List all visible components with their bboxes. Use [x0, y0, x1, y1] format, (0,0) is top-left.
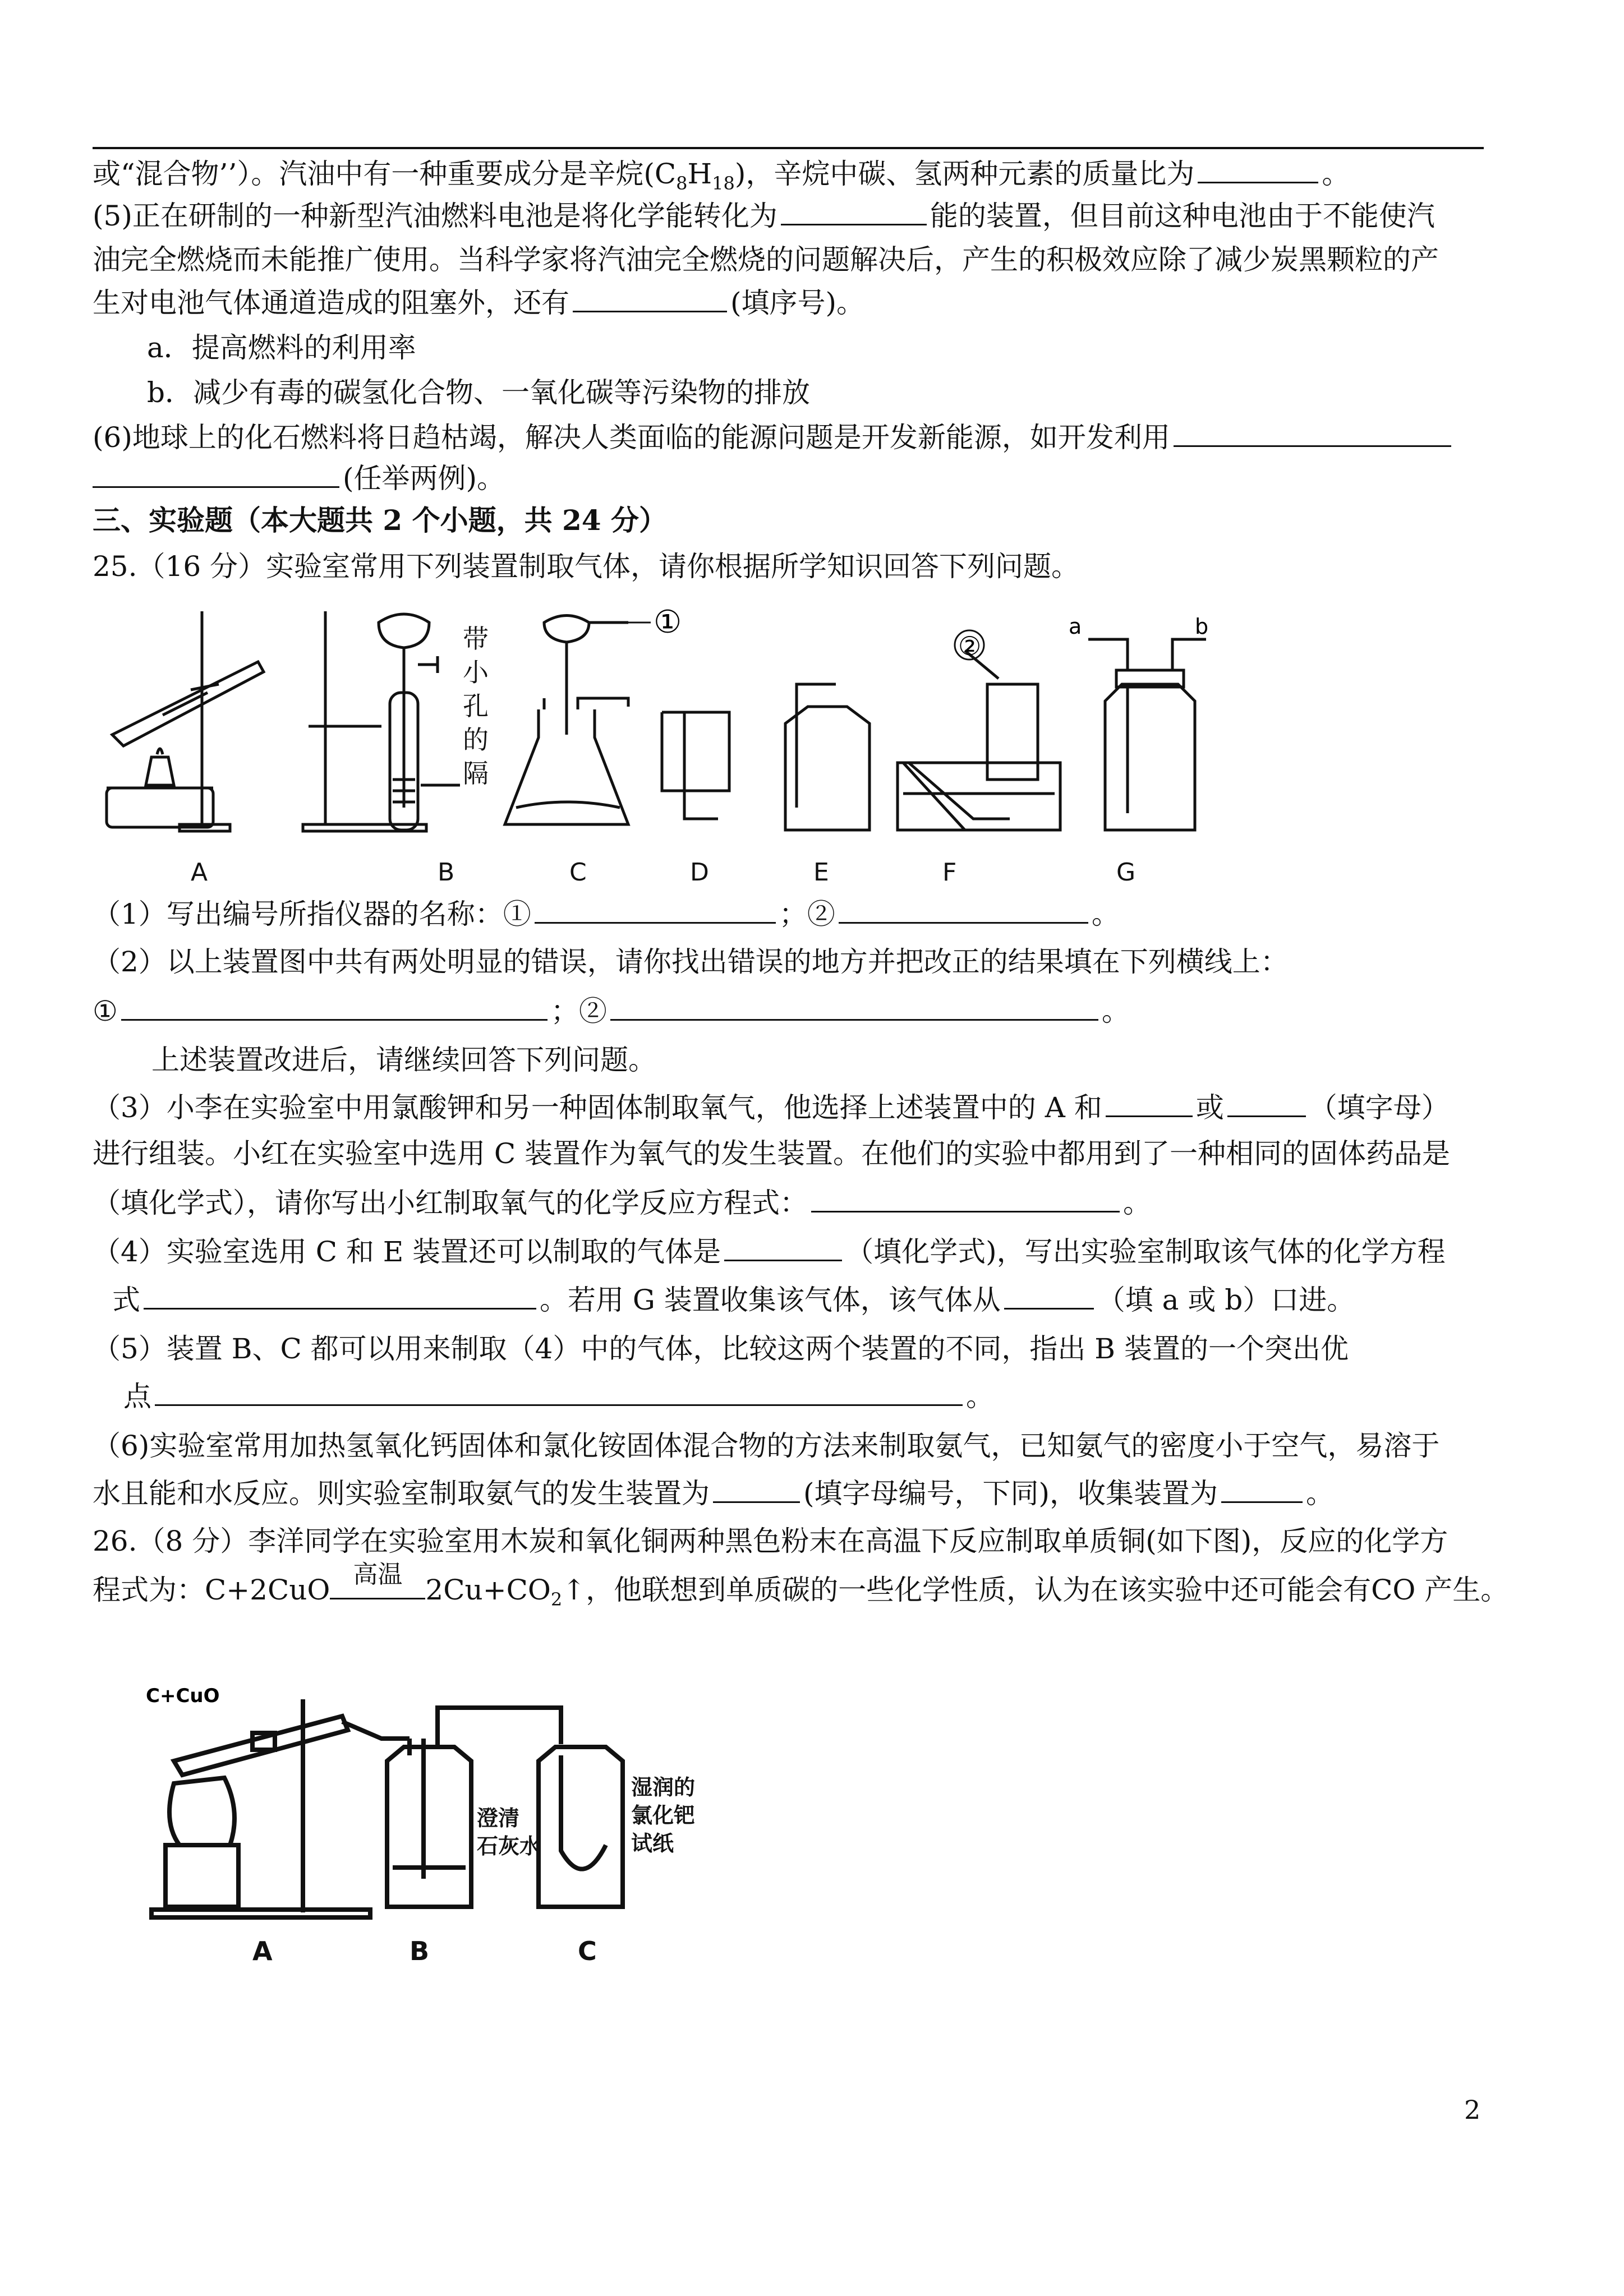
answer-blank[interactable]: [1174, 419, 1451, 447]
question-25-2: （2）以上装置图中共有两处明显的错误，请你找出错误的地方并把改正的结果填在下列横线上：: [93, 946, 1289, 978]
text-line: (任举两例)。: [93, 459, 505, 498]
b-note-char: 的: [463, 725, 489, 755]
question-25-2-blanks: ① ；② 。: [93, 992, 1130, 1031]
answer-blank[interactable]: [573, 285, 727, 312]
figure2-label-c: C: [578, 1936, 597, 1966]
figure-label-c: C: [569, 858, 587, 887]
port-a-label: a: [1069, 614, 1082, 639]
question-25: 25.（16 分）实验室常用下列装置制取气体，请你根据所学知识回答下列问题。: [93, 550, 1080, 583]
b-note-char: 小: [463, 657, 489, 688]
header-rule: [93, 147, 1484, 149]
answer-blank[interactable]: [121, 993, 548, 1021]
figure2-label-a: A: [252, 1936, 273, 1966]
figure-label-a: A: [191, 858, 208, 887]
answer-blank[interactable]: [1227, 1090, 1306, 1117]
apparatus-figure: [90, 594, 1212, 897]
c-note: 试纸: [631, 1831, 674, 1856]
figure-label-e: E: [813, 858, 829, 887]
answer-blank[interactable]: [713, 1476, 800, 1503]
figure-label-d: D: [690, 858, 709, 887]
answer-blank[interactable]: [1221, 1476, 1303, 1503]
figure2-label-b: B: [410, 1936, 430, 1966]
text-line: （填化学式），请你写出小红制取氧气的化学反应方程式： 。: [93, 1183, 1151, 1223]
answer-blank[interactable]: [610, 993, 1098, 1021]
b-note-char: 隔: [463, 758, 489, 789]
answer-blank[interactable]: [811, 1185, 1120, 1212]
text-line: 点 。: [123, 1377, 994, 1416]
question-25-6: （6)实验室常用加热氢氧化钙固体和氯化铵固体混合物的方法来制取氨气，已知氨气的密度小于空气，易溶于: [93, 1430, 1440, 1462]
b-note: 澄清: [477, 1806, 520, 1831]
reactant-label: C+CuO: [146, 1685, 220, 1707]
answer-blank[interactable]: [1106, 1090, 1193, 1117]
figure-label-f: F: [942, 858, 957, 887]
figure-label-b: B: [438, 858, 455, 887]
figure-label-g: G: [1116, 858, 1136, 887]
circle-1-marker: ①: [654, 604, 682, 640]
text-line: 或“混合物’’）。汽油中有一种重要成分是辛烷$(C_8H_{18})$，辛烷中碳、氢两种元素的质量比为 。: [93, 154, 1350, 203]
reaction-condition: 高温: [330, 1582, 425, 1599]
c-note: 湿润的: [631, 1775, 696, 1800]
text-line: 式 。若用 G 装置收集该气体，该气体从 （填 a 或 b）口进。: [112, 1280, 1355, 1320]
question-25-3: （3）小李在实验室中用氯酸钾和另一种固体制取氧气，他选择上述装置中的 A 和 或 （填字母）: [93, 1088, 1450, 1127]
answer-blank[interactable]: [839, 896, 1088, 924]
answer-blank[interactable]: [155, 1378, 963, 1406]
answer-blank[interactable]: [724, 1234, 842, 1261]
reduction-apparatus-figure: [140, 1677, 769, 1991]
question-25-4: （4）实验室选用 C 和 E 装置还可以制取的气体是 （填化学式)，写出实验室制取该气体的化学方程: [93, 1232, 1446, 1271]
page-number: 2: [1464, 2095, 1481, 2125]
text-line: 油完全燃烧而未能推广使用。当科学家将汽油完全燃烧的问题解决后，产生的积极效应除了减少炭黑颗粒的产: [93, 243, 1439, 276]
section-heading: 三、实验题（本大题共 2 个小题，共 24 分）: [93, 504, 667, 537]
question-26: 26.（8 分）李洋同学在实验室用木炭和氧化铜两种黑色粉末在高温下反应制取单质铜(如下图)，反应的化学方: [93, 1525, 1448, 1557]
port-b-label: b: [1195, 614, 1209, 639]
answer-blank[interactable]: [781, 198, 927, 225]
continue-note: 上述装置改进后，请继续回答下列问题。: [151, 1044, 656, 1076]
answer-blank[interactable]: [1198, 156, 1318, 183]
b-note: 石灰水: [477, 1834, 541, 1859]
question-25-5: （5）装置 B、C 都可以用来制取（4）中的气体，比较这两个装置的不同，指出 B 装置的一个突出优: [93, 1333, 1349, 1365]
question-25-1: （1）写出编号所指仪器的名称：① ；② 。: [93, 895, 1120, 934]
answer-blank[interactable]: [535, 896, 776, 924]
option-b: b．减少有毒的碳氢化合物、一氧化碳等污染物的排放: [147, 376, 811, 409]
b-note-char: 孔: [463, 691, 489, 721]
text-line: 进行组装。小红在实验室中选用 C 装置作为氧气的发生装置。在他们的实验中都用到了一种相同的固体药品是: [93, 1137, 1451, 1170]
answer-blank[interactable]: [144, 1282, 536, 1310]
answer-blank[interactable]: [93, 460, 339, 488]
text-line: 生对电池气体通道造成的阻塞外，还有 (填序号)。: [93, 283, 864, 322]
b-note-char: 带: [463, 624, 489, 654]
text-line: (6)地球上的化石燃料将日趋枯竭，解决人类面临的能源问题是开发新能源，如开发利用: [93, 418, 1455, 457]
option-a: a．提高燃料的利用率: [147, 331, 416, 364]
c-note: 氯化钯: [631, 1803, 696, 1828]
circle-2-marker: ②: [958, 631, 982, 661]
text-line: 水且能和水反应。则实验室制取氨气的发生装置为 (填字母编号，下同)，收集装置为 。: [93, 1474, 1334, 1513]
answer-blank[interactable]: [1004, 1282, 1094, 1310]
text-line: (5)正在研制的一种新型汽油燃料电池是将化学能转化为 能的装置，但目前这种电池由于不能使汽: [93, 196, 1435, 236]
reaction-equation: 程式为：C+2CuO 高温 $2Cu+CO_2↑$，他联想到单质碳的一些化学性质，认为在该实验中还可能会有CO 产生。: [93, 1560, 1509, 1610]
